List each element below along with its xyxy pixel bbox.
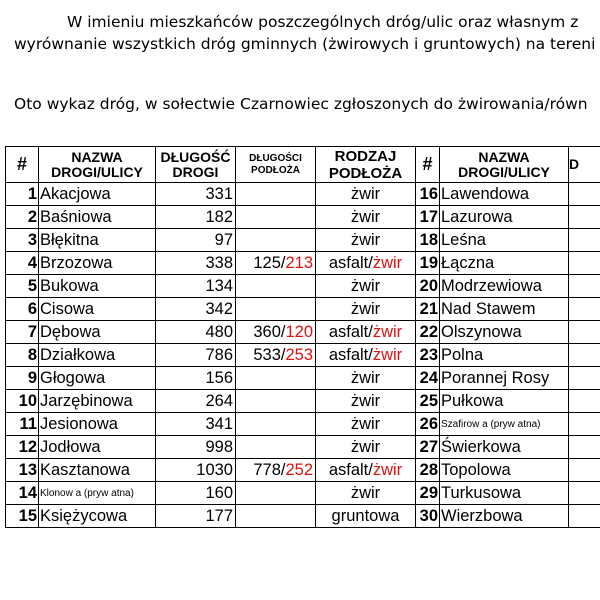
road-length: 134 (156, 275, 236, 298)
cut-cell (569, 275, 600, 298)
asphalt-length: 360 (253, 322, 281, 341)
road-length: 480 (156, 321, 236, 344)
row-number-2: 26 (416, 413, 440, 436)
table-row (6, 298, 600, 321)
col-length-header: DŁUGOŚĆ DROGI (156, 147, 236, 183)
road-name: Brzozowa (39, 252, 156, 275)
surface-type-gravel: żwir (350, 184, 381, 203)
table-row (6, 436, 600, 459)
surface-lengths (236, 436, 316, 459)
surface-type-asphalt: asfalt (328, 460, 369, 479)
road-name-2: Nad Stawem (440, 298, 569, 321)
road-length: 1030 (156, 459, 236, 482)
gravel-length: 213 (285, 253, 313, 272)
cut-cell (569, 252, 600, 275)
surface-type-gravel: żwir (350, 276, 381, 295)
row-number: 10 (6, 390, 39, 413)
row-number-2: 20 (416, 275, 440, 298)
surface-type (316, 275, 416, 298)
road-name: Jodłowa (39, 436, 156, 459)
surface-type-separator: / (368, 345, 373, 364)
asphalt-length: 533 (253, 345, 281, 364)
surface-type (316, 321, 416, 344)
road-length: 160 (156, 482, 236, 505)
road-name-2: Świerkowa (440, 436, 569, 459)
surface-type-gravel: żwir (372, 460, 403, 479)
surface-type-asphalt: asfalt (328, 345, 369, 364)
surface-lengths (236, 505, 316, 528)
surface-type (316, 344, 416, 367)
row-number-2: 17 (416, 206, 440, 229)
row-number-2: 18 (416, 229, 440, 252)
col-type-header: RODZAJ PODŁOŻA (316, 147, 416, 183)
length-separator: / (280, 460, 286, 479)
row-number: 3 (6, 229, 39, 252)
surface-type-gravel: żwir (350, 299, 381, 318)
road-length: 331 (156, 183, 236, 206)
road-length: 264 (156, 390, 236, 413)
surface-type-asphalt: asfalt (328, 253, 369, 272)
col-name-header: NAZWA DROGI/ULICY (39, 147, 156, 183)
cut-cell (569, 505, 600, 528)
row-number: 4 (6, 252, 39, 275)
road-name: Bukowa (39, 275, 156, 298)
surface-type-gravel: żwir (350, 483, 381, 502)
road-length: 342 (156, 298, 236, 321)
row-number-2: 27 (416, 436, 440, 459)
cut-cell (569, 367, 600, 390)
cut-cell (569, 459, 600, 482)
road-name: Księżycowa (39, 505, 156, 528)
row-number: 5 (6, 275, 39, 298)
roads-table (5, 146, 600, 528)
road-name: Dębowa (39, 321, 156, 344)
road-length: 786 (156, 344, 236, 367)
table-row (6, 252, 600, 275)
table-row (6, 206, 600, 229)
road-name: Baśniowa (39, 206, 156, 229)
table-row (6, 321, 600, 344)
surface-type-gravel: żwir (350, 437, 381, 456)
road-name-2: Polna (440, 344, 569, 367)
road-length: 341 (156, 413, 236, 436)
road-name-2: Porannej Rosy (440, 367, 569, 390)
surface-type (316, 390, 416, 413)
road-length: 177 (156, 505, 236, 528)
cut-cell (569, 482, 600, 505)
table-row (6, 229, 600, 252)
surface-lengths (236, 367, 316, 390)
surface-type (316, 298, 416, 321)
road-name-2: Wierzbowa (440, 505, 569, 528)
road-name: Błękitna (39, 229, 156, 252)
surface-type-gravel: żwir (350, 414, 381, 433)
row-number-2: 28 (416, 459, 440, 482)
road-name-2: Modrzewiowa (440, 275, 569, 298)
surface-lengths (236, 275, 316, 298)
surface-lengths (236, 344, 316, 367)
row-number: 15 (6, 505, 39, 528)
road-name: Działkowa (39, 344, 156, 367)
surface-type-separator: / (368, 253, 373, 272)
row-number-2: 30 (416, 505, 440, 528)
row-number: 11 (6, 413, 39, 436)
cut-cell (569, 344, 600, 367)
table-row (6, 505, 600, 528)
road-name: Jesionowa (39, 413, 156, 436)
row-number: 8 (6, 344, 39, 367)
gravel-length: 252 (285, 460, 313, 479)
road-length: 182 (156, 206, 236, 229)
road-name-2: Lawendowa (440, 183, 569, 206)
cut-cell (569, 298, 600, 321)
gravel-length: 253 (285, 345, 313, 364)
row-number-2: 19 (416, 252, 440, 275)
intro-paragraph (14, 11, 600, 55)
gravel-length: 120 (285, 322, 313, 341)
road-name-2: Olszynowa (440, 321, 569, 344)
row-number-2: 24 (416, 367, 440, 390)
surface-lengths (236, 183, 316, 206)
road-name: Głogowa (39, 367, 156, 390)
table-row (6, 413, 600, 436)
cut-cell (569, 183, 600, 206)
row-number-2: 21 (416, 298, 440, 321)
cut-cell (569, 321, 600, 344)
col-name2-header: NAZWA DROGI/ULICY (440, 147, 569, 183)
length-separator: / (280, 345, 286, 364)
surface-type-gravel: gruntowa (331, 506, 400, 525)
table-row (6, 275, 600, 298)
col-sublength-header: DŁUGOŚCI PODŁOŻA (236, 147, 316, 183)
road-name-2: Łączna (440, 252, 569, 275)
surface-lengths (236, 229, 316, 252)
cut-cell (569, 229, 600, 252)
row-number-2: 29 (416, 482, 440, 505)
surface-type-gravel: żwir (350, 230, 381, 249)
surface-lengths (236, 459, 316, 482)
road-length: 97 (156, 229, 236, 252)
row-number: 2 (6, 206, 39, 229)
road-name: Jarzębinowa (39, 390, 156, 413)
table-row (6, 482, 600, 505)
row-number: 7 (6, 321, 39, 344)
row-number: 1 (6, 183, 39, 206)
surface-lengths (236, 321, 316, 344)
surface-type-gravel: żwir (350, 391, 381, 410)
table-row (6, 344, 600, 367)
table-row (6, 459, 600, 482)
col-hash-header: # (6, 147, 39, 183)
table-row (6, 183, 600, 206)
cut-cell (569, 413, 600, 436)
surface-type (316, 367, 416, 390)
cut-cell (569, 206, 600, 229)
col-cut-header: D (569, 147, 600, 183)
surface-lengths (236, 206, 316, 229)
surface-type (316, 229, 416, 252)
asphalt-length: 778 (253, 460, 281, 479)
table-row (6, 367, 600, 390)
surface-lengths (236, 482, 316, 505)
road-name-2: Szafirow a (pryw atna) (440, 413, 569, 436)
surface-type (316, 183, 416, 206)
surface-lengths (236, 413, 316, 436)
row-number-2: 23 (416, 344, 440, 367)
asphalt-length: 125 (253, 253, 281, 272)
length-separator: / (280, 322, 286, 341)
surface-type (316, 505, 416, 528)
surface-lengths (236, 298, 316, 321)
road-length: 998 (156, 436, 236, 459)
row-number-2: 22 (416, 321, 440, 344)
surface-type-gravel: żwir (350, 368, 381, 387)
surface-type-gravel: żwir (372, 345, 403, 364)
surface-type-separator: / (368, 322, 373, 341)
row-number: 9 (6, 367, 39, 390)
surface-type (316, 206, 416, 229)
table-header-row (6, 147, 600, 183)
road-name: Akacjowa (39, 183, 156, 206)
road-name: Kasztanowa (39, 459, 156, 482)
col-hash2-header: # (416, 147, 440, 183)
road-name-2: Lazurowa (440, 206, 569, 229)
surface-lengths (236, 252, 316, 275)
intro-line-2: wyrównanie wszystkich dróg gminnych (żwirowych i gruntowych) na tereni (14, 35, 596, 53)
road-name-2: Turkusowa (440, 482, 569, 505)
surface-type (316, 413, 416, 436)
surface-type-gravel: żwir (350, 207, 381, 226)
surface-type-gravel: żwir (372, 322, 403, 341)
row-number-2: 16 (416, 183, 440, 206)
cut-cell (569, 390, 600, 413)
road-length: 156 (156, 367, 236, 390)
surface-type (316, 436, 416, 459)
road-length: 338 (156, 252, 236, 275)
surface-type-gravel: żwir (372, 253, 403, 272)
length-separator: / (280, 253, 286, 272)
cut-cell (569, 436, 600, 459)
intro-line-3: Oto wykaz dróg, w sołectwie Czarnowiec zgłoszonych do żwirowania/równ (14, 95, 588, 113)
surface-type (316, 482, 416, 505)
road-name: Cisowa (39, 298, 156, 321)
row-number: 12 (6, 436, 39, 459)
row-number-2: 25 (416, 390, 440, 413)
road-name-2: Leśna (440, 229, 569, 252)
road-name-2: Topolowa (440, 459, 569, 482)
road-name: Klonow a (pryw atna) (39, 482, 156, 505)
surface-type (316, 459, 416, 482)
table-row (6, 390, 600, 413)
road-name-2: Pułkowa (440, 390, 569, 413)
intro-line-1: W imieniu mieszkańców poszczególnych dróg/ulic oraz własnym z (67, 13, 579, 31)
surface-type-separator: / (368, 460, 373, 479)
row-number: 13 (6, 459, 39, 482)
row-number: 14 (6, 482, 39, 505)
row-number: 6 (6, 298, 39, 321)
surface-type (316, 252, 416, 275)
surface-type-asphalt: asfalt (328, 322, 369, 341)
surface-lengths (236, 390, 316, 413)
